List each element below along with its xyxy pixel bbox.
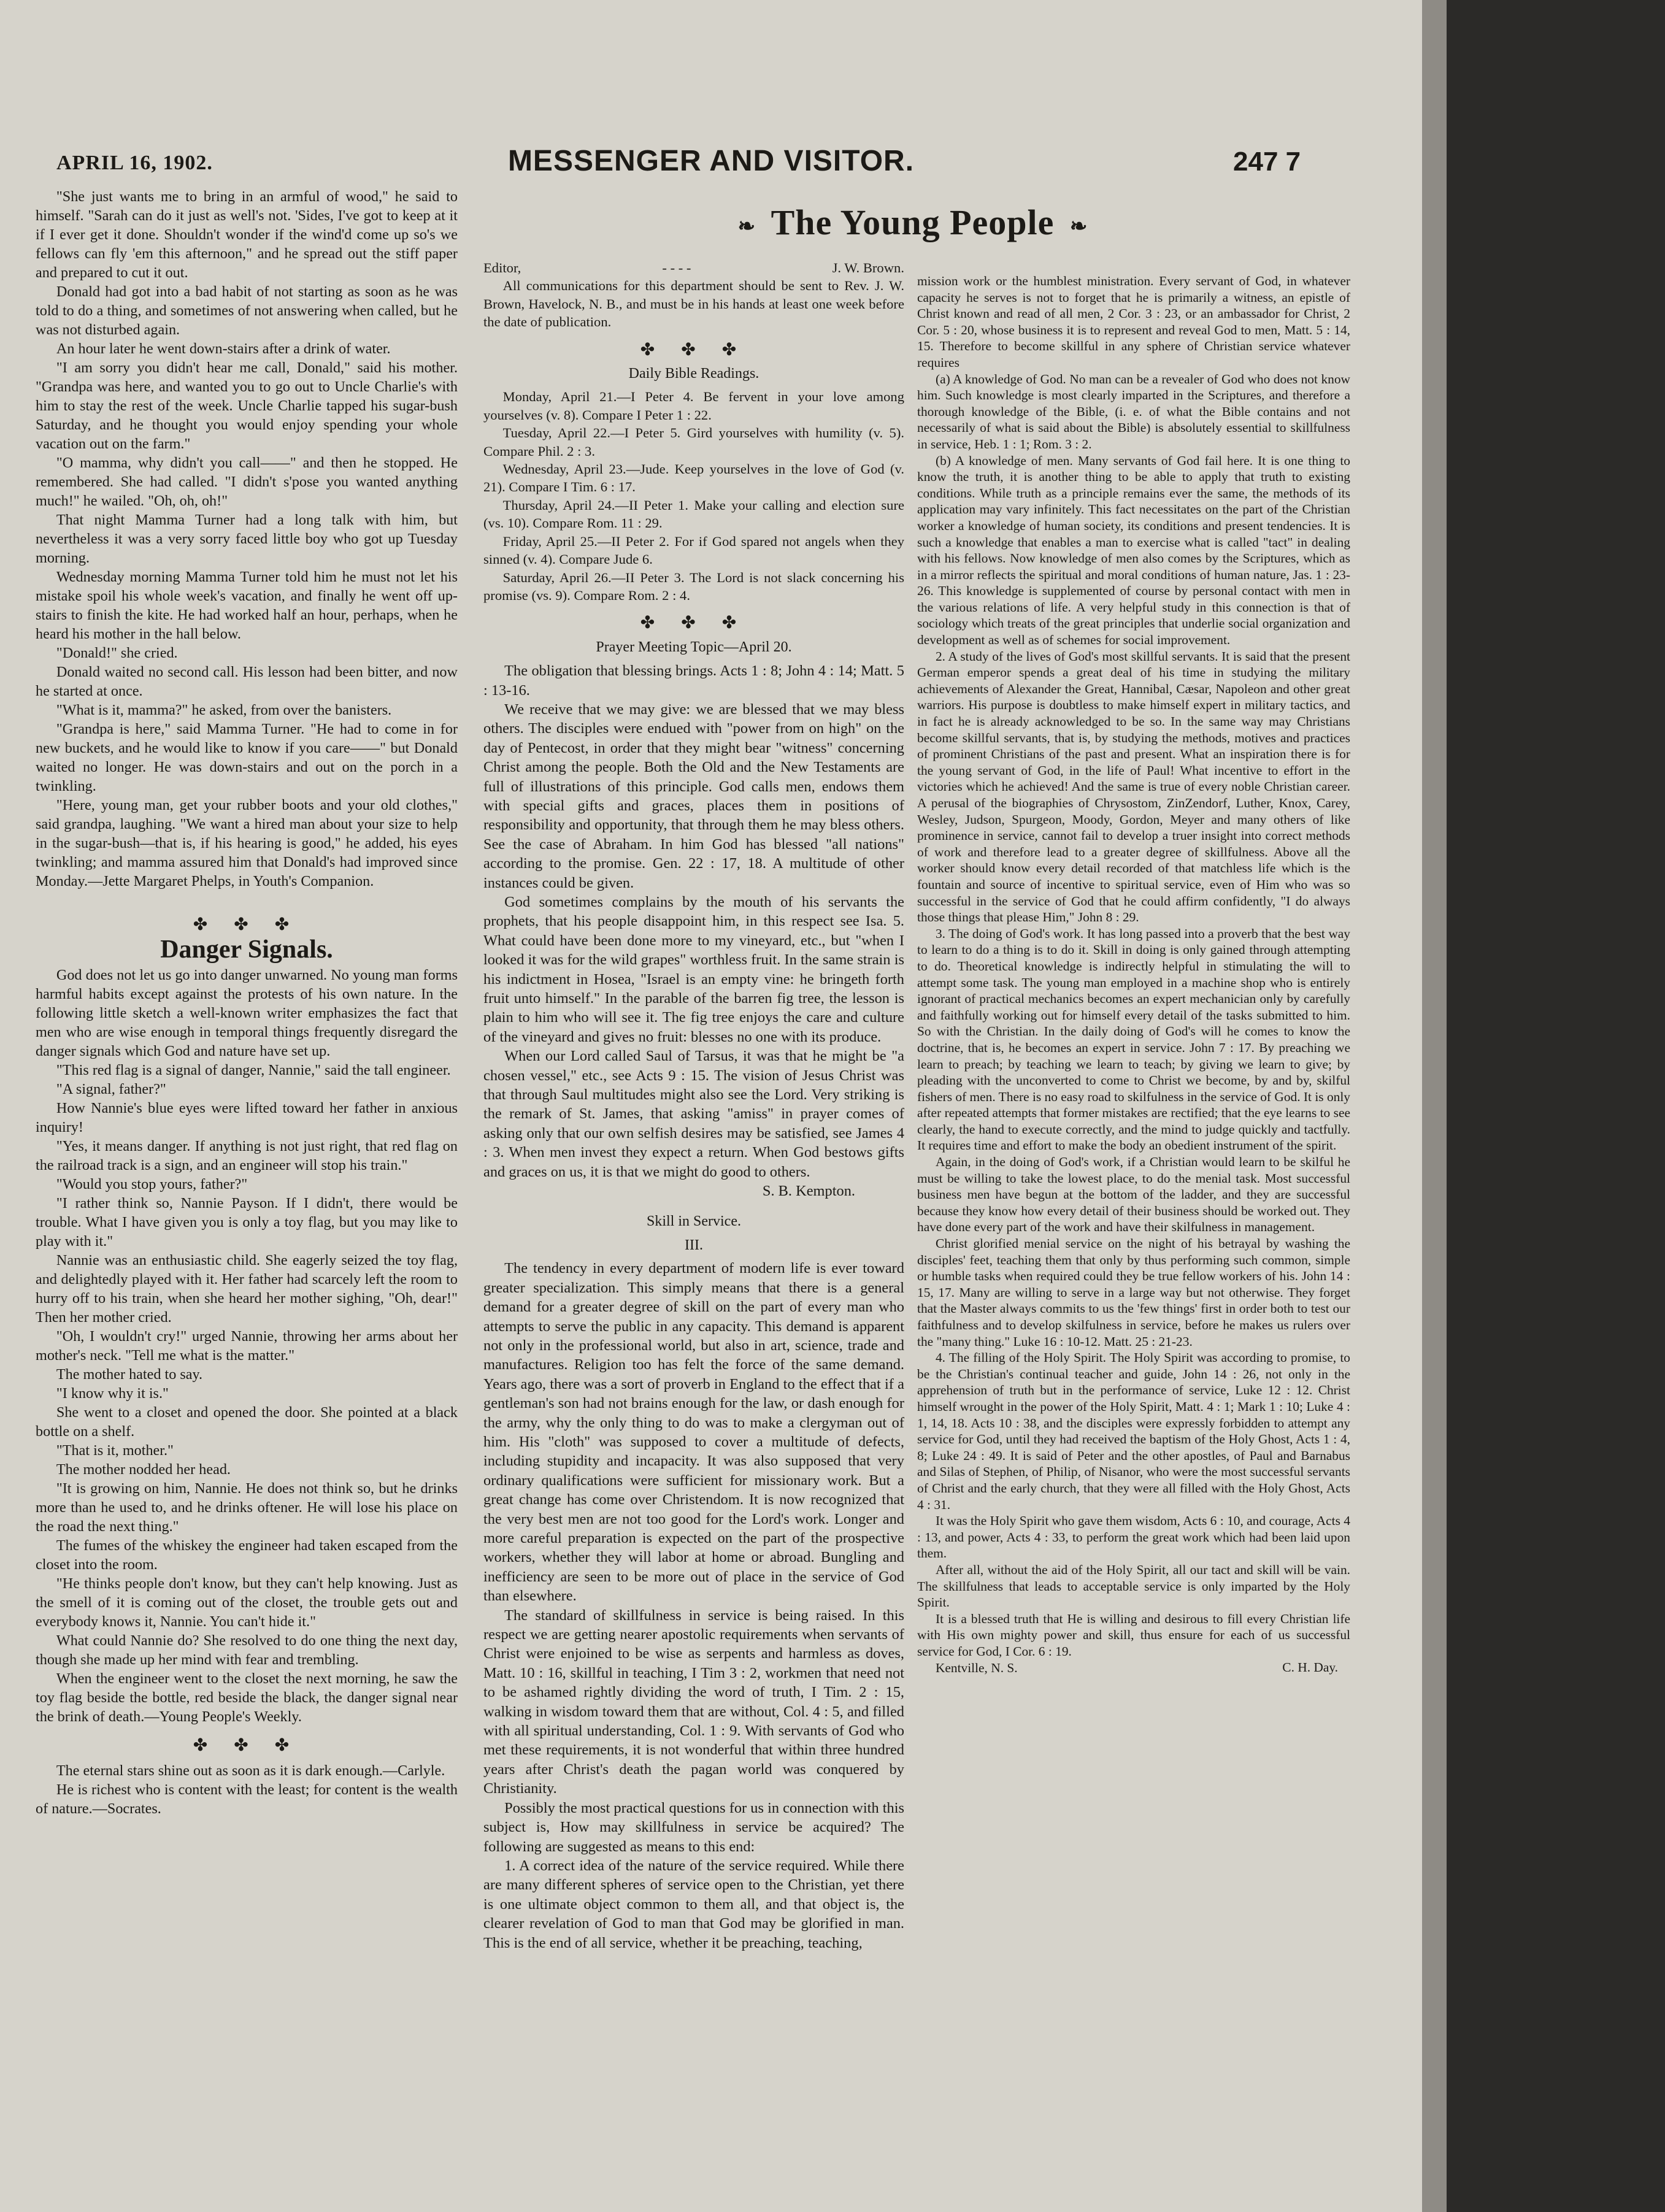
- column-1: [36, 187, 458, 2193]
- paragraph: The standard of skillfulness in service is being raised. In this respect we are getting nearer apostolic requirements when servants of Christ were enjoined to be wise as serpents and harmless as doves, Matt. 10 : 16, skillful in teaching, I Tim 3 : 2, workmen that need not to be ashamed rightly dividing the word of truth, I Tim. 2 : 15, walking in wisdom toward them that are without, Col. 4 : 5, and filled with all spiritual understanding, Col. 1 : 9. With servants of God who met these requirements, it is not wonderful that within three hundred years after Christ's death the pagan world was conquered by Christianity.: [483, 1607, 904, 1797]
- reading-item: Monday, April 21.—I Peter 4. Be fervent in your love among yourselves (v. 8). Compare I Peter 1 : 22.: [483, 389, 904, 423]
- leaf-ornament-icon: ❧: [737, 215, 756, 238]
- scan-border: [1422, 0, 1447, 2212]
- reading-item: Wednesday, April 23.—Jude. Keep yourselves in the love of God (v. 21). Compare I Tim. 6 : 17.: [483, 461, 904, 495]
- paragraph: 2. A study of the lives of God's most skillful servants. It is said that the present German emperor spends a great deal of his time in studying the military achievements of Alexander the Great, Hannibal, Cæsar, Napoleon and other great warriors. His purpose is doubtless to make himself expert in military tactics, and in fact he is already acknowledged to be so. In the same way may Christians become skillful servants, that is, by studying the methods, motives and practices of prominent Christians of the past and present. What an inspiration there is for the young servant of God, in the life of Paul! What incentive to effort in the victories which he achieved! And the same is true of every noble Christian career. A perusal of the biographies of Chrysostom, ZinZendorf, Luther, Knox, Carey, Wesley, Judson, Spurgeon, Moody, Gordon, Meyer and many others of like prominence in service, cannot fail to develop a truer insight into correct methods of work and therefore lead to a greater degree of skillfulness. Above all the worker should know every detail recorded of that matchless life which is the fountain and source of incentive to spiritual service, even of Him who was so successful in the service of God that he could affirm confidently, "I do always those things that please Him," John 8 : 29.: [917, 648, 1350, 925]
- paragraph: "Grandpa is here," said Mamma Turner. "He had to come in for new buckets, and he would like to know if you care——" but Donald waited no longer. He was down-stairs and out on the porch in a twinkling.: [36, 721, 458, 794]
- page-number: 247 7: [1233, 147, 1301, 177]
- paragraph: 1. A correct idea of the nature of the service required. While there are many different spheres of service open to the Christian, yet there is one ultimate object common to them all, and that object is, the clearer revelation of God to man that God may be glorified in man. This is the end of all service, whether it be preaching, teaching,: [483, 1857, 904, 1951]
- communications-notice: All communications for this department should be sent to Rev. J. W. Brown, Havelock, N. B., and must be in his hands at least one week before the date of publication.: [483, 278, 904, 330]
- paragraph: "Would you stop yours, father?": [56, 1176, 248, 1192]
- paragraph: The mother hated to say.: [56, 1366, 203, 1383]
- paragraph: "She just wants me to bring in an armful of wood," he said to himself. "Sarah can do it just as well's not. 'Sides, I've got to keep at it if I ever get it done. Shouldn't wonder if the wind'd come up so's we fellows can fly 'em this afternoon," and he spread out the stiff paper and prepared to cut it out.: [36, 188, 458, 281]
- prayer-topic-article: [483, 661, 904, 1953]
- column-3: [917, 273, 1350, 2193]
- paragraph: Donald had got into a bad habit of not starting as soon as he was told to do a thing, and sometimes of not answering when called, but he was not disturbed again.: [36, 283, 458, 338]
- paragraph: That night Mamma Turner had a long talk with him, but nevertheless it was a very sorry faced little boy who got up Tuesday morning.: [36, 512, 458, 566]
- paragraph: "Yes, it means danger. If anything is not just right, that red flag on the railroad track is a sign, and an engineer will stop his train.": [36, 1138, 458, 1173]
- paragraph: 3. The doing of God's work. It has long passed into a proverb that the best way to learn to do a thing is to do it. Skill in doing is only gained through attempting to do. Theoretical knowledge is indirectly helpful in stimulating the will to attempt some task. The young man employed in a machine shop who is entirely ignorant of practical mechanics becomes an expert mechanician only by carefully and faithfully working out for himself every detail of the tasks submitted to him. So with the Christian. In the daily doing of God's will he comes to know the doctrine, that is, he becomes an expert in service. John 7 : 17. By preaching we learn to preach; by teaching we learn to teach; by giving we learn to give; by pleading with the unconverted to come to Christ we become, by and by, skilful fishers of men. There is no easy road to skilfulness in the service of God. It is only after repeated attempts that former mistakes are rectified; that the eye learns to see clearly, the hand to execute correctly, and the mind to judge quickly and tactfully. It requires time and effort to make the body an obedient instrument of the spirit.: [917, 926, 1350, 1153]
- paragraph: "This red flag is a signal of danger, Nannie," said the tall engineer.: [56, 1062, 451, 1078]
- paragraph: God does not let us go into danger unwarned. No young man forms harmful habits except against the protests of his own nature. In the following little sketch a well-known writer emphasizes the fact that men who are wise enough in temporal things frequently disregard the danger signals which God and nature have set up.: [36, 967, 458, 1059]
- reading-item: Saturday, April 26.—II Peter 3. The Lord is not slack concerning his promise (vs. 9). Compare Rom. 2 : 4.: [483, 569, 904, 603]
- paragraph: Possibly the most practical questions for us in connection with this subject is, How may skillfulness in service be acquired? The following are suggested as means to this end:: [483, 1799, 904, 1855]
- paragraph: "Here, young man, get your rubber boots and your old clothes," said grandpa, laughing. "We want a hired man about your size to help in the sugar-bush—that is, if his hearing is good," he added, his eyes twinkling; and mamma assured him that Donald's had improved since Monday.—Jette Margaret Phelps, in Youth's Companion.: [36, 797, 458, 889]
- editor-dashes: - - - -: [662, 260, 691, 275]
- quote: The eternal stars shine out as soon as it is dark enough.—Carlyle.: [56, 1762, 445, 1779]
- paragraph: When our Lord called Saul of Tarsus, it was that he might be "a chosen vessel," etc., see Acts 9 : 15. The vision of Jesus Christ was that through Saul multitudes might also see the Lord. Very striking is the remark of St. James, that asking "amiss" in prayer comes of asking only that our own selfish desires may be satisfied, see James 4 : 3. When men invest they expect a return. When God bestows gifts and graces on us, it is that we might do good to others.: [483, 1048, 904, 1180]
- paragraph: "A signal, father?": [56, 1081, 166, 1097]
- section-separator-ornament: ✤ ✤ ✤: [640, 613, 748, 633]
- issue-date: APRIL 16, 1902.: [56, 152, 213, 174]
- paragraph: How Nannie's blue eyes were lifted toward her father in anxious inquiry!: [36, 1100, 458, 1135]
- paragraph: The obligation that blessing brings. Acts 1 : 8; John 4 : 14; Matt. 5 : 13-16.: [483, 662, 904, 699]
- article-title: Danger Signals.: [160, 935, 333, 964]
- readings-title: Daily Bible Readings.: [628, 366, 759, 382]
- paragraph: "I know why it is.": [56, 1385, 169, 1402]
- paragraph: Donald waited no second call. His lesson had been bitter, and now he started at once.: [36, 664, 458, 699]
- story-continuation: [36, 187, 458, 891]
- paragraph: "I am sorry you didn't hear me call, Donald," said his mother. "Grandpa was here, and wanted you to go out to Uncle Charlie's with him to stay the rest of the week. Uncle Charlie tapped his sugar-bush Saturday, and he thought you would enjoy spending your whole vacation out on the farm.": [36, 359, 458, 452]
- paragraph: The fumes of the whiskey the engineer had taken escaped from the closet into the room.: [36, 1537, 458, 1573]
- section-separator-ornament: ✤ ✤ ✤: [193, 1736, 301, 1755]
- author-signature: C. H. Day.: [1282, 1660, 1338, 1675]
- signature: S. B. Kempton.: [762, 1183, 855, 1200]
- paragraph: (b) A knowledge of men. Many servants of God fail here. It is one thing to know the truth, it is another thing to be able to apply that truth to existing conditions. While truth as a principle remains ever the same, the methods of its application may vary infinitely. This fact necessitates on the part of the Christian worker a knowledge of human society, its conditions and present tendencies. It is such a knowledge that enables a man to exercise what is called "tact" in dealing with his fellows. Now knowledge of men also comes by the Scriptures, which as in a mirror reflects the spiritual and moral conditions of human nature, Jas. 1 : 23-26. This knowledge is supplemented of course by personal contact with men in the various relations of life. A very helpful study in this connection is that of sociology which treats of the great principles that underlie social organization and development as well as of schemes for social improvement.: [917, 453, 1350, 648]
- department-title-text: The Young People: [771, 202, 1055, 242]
- leaf-ornament-icon: ❧: [1069, 215, 1088, 238]
- paragraph: We receive that we may give: we are blessed that we may bless others. The disciples were endued with "power from on high" on the day of Pentecost, in order that they might bear "witness" concerning Christ among the people. Both the Old and the New Testaments are full of illustrations of this principle. God calls men, endows them with special gifts and graces, places them in positions of responsibility and opportunity, that through them he may bless others. See the case of Abraham. In him God has blessed "all nations" according to the promise. Gen. 22 : 17, 18. A multitude of other instances could be given.: [483, 701, 904, 891]
- author-place: Kentville, N. S.: [935, 1661, 1018, 1676]
- newspaper-title: MESSENGER AND VISITOR.: [507, 145, 915, 177]
- section-separator-ornament: ✤ ✤ ✤: [193, 915, 301, 934]
- paragraph: The mother nodded her head.: [56, 1461, 231, 1478]
- skill-part-number: III.: [685, 1237, 703, 1253]
- editor-label: Editor,: [483, 260, 521, 275]
- paragraph: "Donald!" she cried.: [56, 645, 178, 661]
- paragraph: 4. The filling of the Holy Spirit. The Holy Spirit was according to promise, to be the Christian's continual teacher and guide, John 14 : 26, not only in the apprehension of truth but in the performance of service, Luke 12 : 12. Christ himself wrought in the power of the Holy Spirit, Matt. 4 : 1; Mark 1 : 10; Luke 4 : 1, 14, 18. Acts 10 : 38, and the disciples were expressly forbidden to attempt any service for God, until they had received the baptism of the Holy Ghost, Acts 1 : 4, 8; Luke 24 : 49. It is said of Peter and the other apostles, of Paul and Barnabus and Silas of Stephen, of Philip, of Nisanor, who were the most successful servants of Christ and the early church, that they were all filled with the Holy Ghost, Acts 4 : 31.: [917, 1350, 1350, 1512]
- paragraph: "What is it, mamma?" he asked, from over the banisters.: [56, 702, 392, 718]
- skill-title: Skill in Service.: [647, 1213, 741, 1229]
- department-title: [483, 202, 1342, 243]
- paragraph: Nannie was an enthusiastic child. She eagerly seized the toy flag, and delightedly played with it. Her father had scarcely left the room to hurry off to his train, when she heard her mother sighing, "Oh, dear!" Then her mother cried.: [36, 1252, 458, 1326]
- paragraph: What could Nannie do? She resolved to do one thing the next day, though she made up her mind with fear and trembling.: [36, 1632, 458, 1668]
- paragraph: (a) A knowledge of God. No man can be a revealer of God who does not know him. Such knowledge is most clearly imparted in the Scriptures, and therefore a thorough knowledge of the Bible, (i. e. of what the Bible contains and not necessarily of what is said about the Bible) is absolutely essential to skillfulness in service, Heb. 1 : 1; Rom. 3 : 2.: [917, 371, 1350, 451]
- paragraph: Christ glorified menial service on the night of his betrayal by washing the disciples' feet, teaching them that only by thus performing such common, simple or humble tasks when required could they be true fellow workers of his. John 14 : 15, 17. Many are willing to serve in a large way but not otherwise. They forget that the Master always commits to us the 'few things' first in order both to test our faithfulness and to develop skilfulness in service, before he makes us rulers over the "many thing." Luke 16 : 10-12. Matt. 25 : 21-23.: [917, 1236, 1350, 1349]
- paragraph: It was the Holy Spirit who gave them wisdom, Acts 6 : 10, and courage, Acts 4 : 13, and power, Acts 4 : 33, to perform the great work which had been laid upon them.: [917, 1513, 1350, 1561]
- paragraph: mission work or the humblest ministration. Every servant of God, in whatever capacity he serves is not to forget that he is primarily a witness, an epistle of Christ known and read of all men, 2 Cor. 3 : 23, or an ambassador for Christ, 2 Cor. 5 : 20, whose business it is to represent and reveal God to men, Matt. 5 : 14, 15. Therefore to become skillful in any sphere of Christian service whatever requires: [917, 274, 1350, 370]
- paragraph: An hour later he went down-stairs after a drink of water.: [56, 340, 391, 357]
- paragraph: "Oh, I wouldn't cry!" urged Nannie, throwing her arms about her mother's neck. "Tell me what is the matter.": [36, 1328, 458, 1364]
- paragraph: "O mamma, why didn't you call——" and then he stopped. He remembered. She had called. "I didn't s'pose you wanted anything much!" he wailed. "Oh, oh, oh!": [36, 455, 458, 509]
- paragraph: She went to a closet and opened the door. She pointed at a black bottle on a shelf.: [36, 1404, 458, 1440]
- paragraph: "I rather think so, Nannie Payson. If I didn't, there would be trouble. What I have given you is only a toy flag, but you may like to play with it.": [36, 1195, 458, 1250]
- paragraph: It is a blessed truth that He is willing and desirous to fill every Christian life with His own mighty power and skill, thus ensure for each of us successful service for God, I Cor. 6 : 19.: [917, 1611, 1350, 1659]
- editor-name: J. W. Brown.: [832, 260, 904, 275]
- paragraph: After all, without the aid of the Holy Spirit, all our tact and skill will be vain. The skillfulness that leads to acceptable service is only imparted by the Holy Spirit.: [917, 1562, 1350, 1610]
- reading-item: Tuesday, April 22.—I Peter 5. Gird yourselves with humility (v. 5). Compare Phil. 2 : 3.: [483, 425, 904, 459]
- paragraph: Again, in the doing of God's work, if a Christian would learn to be skilful he must be willing to take the lowest place, to do the menial task. Most successful business men have begun at the bottom of the ladder, and they are successful because they know how every detail of their business should be worked out. They have done every part of the work and have their skilfulness in management.: [917, 1154, 1350, 1235]
- department-intro: [483, 259, 904, 656]
- reading-item: Friday, April 25.—II Peter 2. For if God spared not angels when they sinned (v. 4). Compare Jude 6.: [483, 533, 904, 567]
- danger-signals-article: [36, 966, 458, 1726]
- editor-line: [483, 259, 904, 277]
- paragraph: The tendency in every department of modern life is ever toward greater specialization. This simply means that there is a general demand for a greater degree of skill on the part of every man who attempts to serve the public in any capacity. This demand is apparent not only in the professional world, but also in art, science, trade and manufactures. Religion too has felt the force of the same demand. Years ago, there was a sort of proverb in England to the effect that if a gentleman's son had not brains enough for the law, or dash enough for the army, why the only thing to do was to make a clergyman out of him. His "cloth" was supposed to cover a multitude of defects, including stupidity and incapacity. It was also supposed that very ordinary qualifications were sufficient for missionary work. But a great change has come over Christendom. It is now recognized that the very best men are not too good for the Lord's work. Longer and more careful preparation is expected on the part of the prospective workers, whether they will labor at home or abroad. Bungling and inefficiency are seen to be more out of place in the service of God than elsewhere.: [483, 1260, 904, 1605]
- paragraph: "It is growing on him, Nannie. He does not think so, but he drinks more than he used to, and he drinks oftener. He will lose his place on the road the next thing.": [36, 1480, 458, 1535]
- paragraph: God sometimes complains by the mouth of his servants the prophets, that his people disappoint him, in this respect see Isa. 5. What could have been done more to my vineyard, etc., but "when I looked it was for the wild grapes" worthless fruit. In the same strain is his indictment in Hosea, "Israel is an empty vine: he bringeth forth fruit unto himself." In the parable of the barren fig tree, the lesson is plain to him who will see it. The fig tree enjoys the care and culture of the vineyard and gives no fruit: blesses no one with its produce.: [483, 894, 904, 1045]
- paragraph: When the engineer went to the closet the next morning, he saw the toy flag beside the bottle, red beside the black, the danger signal near the brink of death.—Young People's Weekly.: [36, 1670, 458, 1725]
- paragraph: Wednesday morning Mamma Turner told him he must not let his mistake spoil his whole week's vacation, and finally he went off up-stairs to finish the kite. He had worked half an hour, perhaps, when he heard his mother in the hall below.: [36, 569, 458, 642]
- quote: He is richest who is content with the least; for content is the wealth of nature.—Socrates.: [36, 1781, 458, 1817]
- section-separator-ornament: ✤ ✤ ✤: [640, 340, 748, 359]
- prayer-topic-title: Prayer Meeting Topic—April 20.: [596, 639, 792, 655]
- paragraph: "That is it, mother.": [56, 1442, 174, 1459]
- masthead: [0, 144, 1422, 187]
- paragraph: "He thinks people don't know, but they can't help knowing. Just as the smell of it is coming out of the closet, the trouble gets out and everybody knows it, Nannie. You can't hide it.": [36, 1575, 458, 1630]
- reading-item: Thursday, April 24.—II Peter 1. Make your calling and election sure (vs. 10). Compare Rom. 11 : 29.: [483, 497, 904, 531]
